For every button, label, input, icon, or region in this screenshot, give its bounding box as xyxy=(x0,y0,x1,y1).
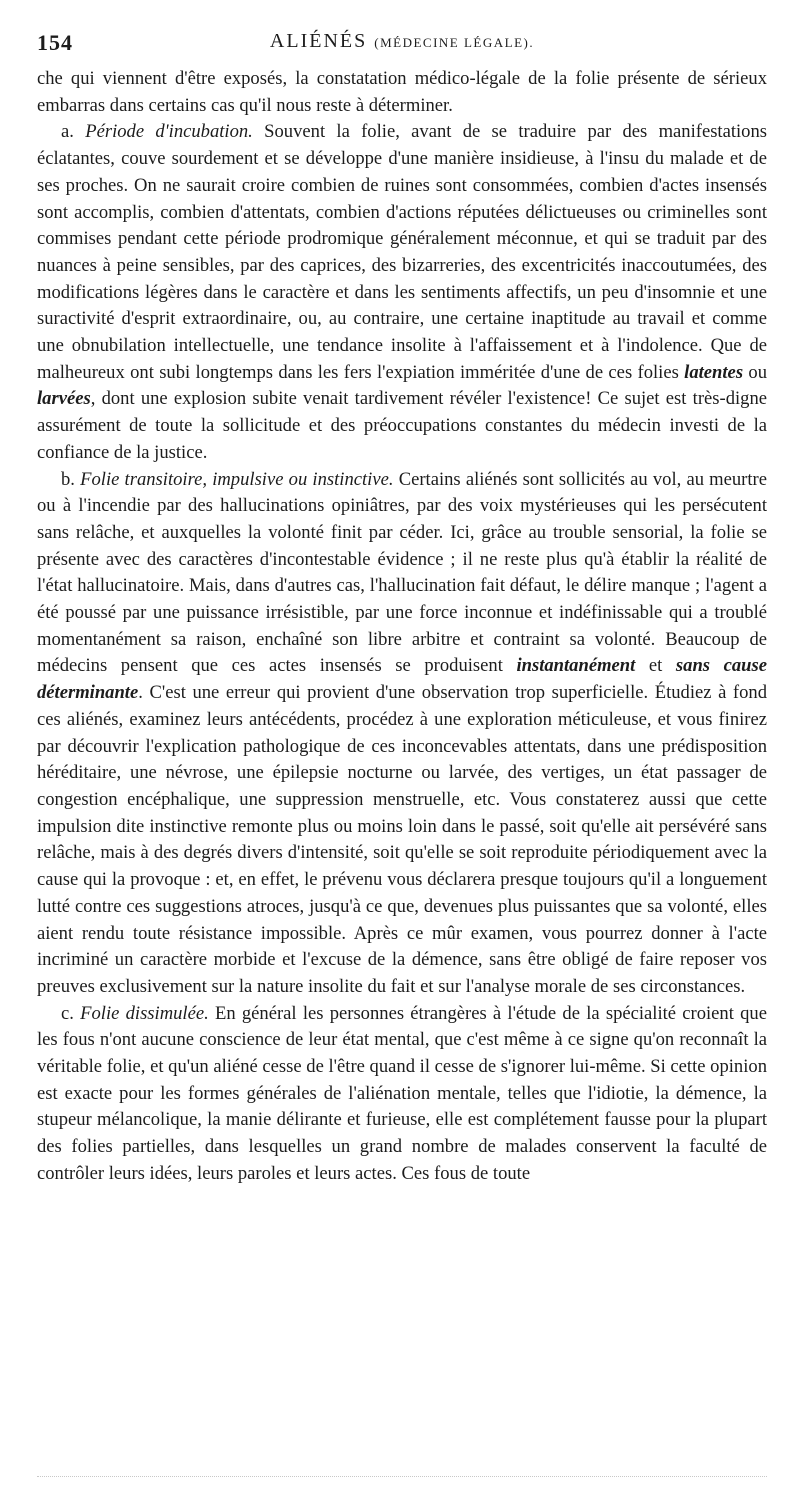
paragraph-text: Certains aliénés sont sollicités au vol, au meurtre ou à l'incendie par des hallucinations opiniâtres, par des voix mystérieuses qui les persécutent sans relâche, et auxquelles la volonté finit par céder. Ici, grâce au trouble sensorial, la folie se présente avec des caractères d'incontestable évidence ; il ne reste plus qu'à établir la réalité de l'état hallucinatoire. Mais, dans d'autres cas, l'hallucination fait défaut, le délire manque ; l'agent a été poussé par une puissance irrésistible, par une force inconnue et indéfinissable qui a troublé momentanément sa raison, enchaîné son libre arbitre et contraint sa volonté. Beaucoup de médecins pensent que ces actes insensés se produisent xyxy=(37,468,767,677)
running-head-subtitle: (MÉDECINE LÉGALE). xyxy=(374,35,535,50)
paragraph-text: , dont une explosion subite venait tardivement révéler l'existence! Ce sujet est très-digne assurément de toute la sollicitude et des préoccupations constantes du médecin investi de la confiance de la justice. xyxy=(37,388,767,463)
paragraph-continuation: che qui viennent d'être exposés, la constatation médico-légale de la folie présente de sérieux embarras dans certains cas qu'il nous reste à déterminer. xyxy=(37,68,767,116)
paragraph-text: En général les personnes étrangères à l'étude de la spécialité croient que les fous n'ont aucune conscience de leur état mental, que c'est même à ce signe qu'on reconnaît la véritable folie, et qu'un aliéné cesse de l'être quand il cesse de s'ignorer lui-même. Si cette opinion est exacte pour les formes générales de l'aliénation mentale, telles que l'idiotie, la démence, la stupeur mélancolique, la manie délirante et furieuse, elle est complétement fausse pour la plupart des folies partielles, dans lesquelles un grand nombre de malades conservent la faculté de contrôler leurs idées, leurs paroles et leurs actes. Ces fous de toute xyxy=(37,1002,767,1184)
paragraph-text: et xyxy=(635,655,676,677)
emphasis-term: latentes xyxy=(684,361,744,383)
paragraph-incubation xyxy=(37,119,767,466)
emphasis-term: larvées xyxy=(37,388,91,410)
paragraph-dissimulee xyxy=(37,1001,767,1188)
section-heading: Période d'incubation. xyxy=(85,121,253,143)
paragraph-text: . C'est une erreur qui provient d'une observation trop superficielle. Étudiez à fond ces aliénés, examinez leurs antécédents, procédez à une exploration méticuleuse, et vous finirez par découvrir l'explication pathologique de ces inconcevables attentats, dans une prédisposition héréditaire, une névrose, une épilepsie nocturne ou larvée, des vertiges, un état passager de congestion encéphalique, une suppression menstruelle, etc. Vous constaterez aussi que cette impulsion dite instinctive remonte plus ou moins loin dans le passé, soit qu'elle ait persévéré sans relâche, mais à des degrés divers d'intensité, soit qu'elle se soit reproduite périodiquement avec la cause qui la provoque : et, en effet, le prévenu vous déclarera presque toujours qu'il a longuement lutté contre ces suggestions atroces, jusqu'à ce que, devenues plus puissantes que sa volonté, elles aient rendu toute résistance impossible. Après ce mûr examen, vous pourrez donner à l'acte incriminé un caractère morbide et l'excuse de la démence, sans être obligé de faire reposer vos preuves exclusivement sur la nature insolite du fait et sur l'analyse morale de ses circonstances. xyxy=(37,682,767,997)
paragraph-text: Souvent la folie, avant de se traduire par des manifestations éclatantes, couve sourdement et se développe d'une manière insidieuse, à l'insu du malade et de ses proches. On ne saurait croire combien de ruines sont consommées, combien d'actes insensés sont accomplis, combien d'attentats, combien d'actions réputées délictueuses ou criminelles sont commises pendant cette période prodromique généralement méconnue, et qui se traduit par des nuances à peine sensibles, par des caprices, des bizarreries, des excentricités inaccoutumées, des modifications légères dans le caractère et dans les sentiments affectifs, un peu d'insomnie et une suractivité d'esprit extraordinaire, ou, au contraire, une certaine inaptitude au travail et comme une obnubilation intellectuelle, une tendance insolite à l'affaissement et à l'indolence. Que de malheureux ont subi longtemps dans les fers l'expiation imméritée d'une de ces folies xyxy=(37,121,768,383)
paragraph-text: ou xyxy=(743,361,767,383)
running-head xyxy=(37,30,767,53)
section-marker: b. xyxy=(61,468,75,490)
emphasis-term: instantanément xyxy=(516,655,636,677)
section-marker: a. xyxy=(61,121,74,143)
section-heading: Folie dissimulée. xyxy=(80,1002,209,1024)
page-header xyxy=(37,30,767,60)
section-marker: c. xyxy=(61,1002,74,1024)
footer-divider xyxy=(37,1476,767,1477)
section-heading: Folie transitoire, impulsive ou instinctive. xyxy=(80,468,394,490)
emphasis-term: sans cause déterminante xyxy=(37,655,767,704)
running-head-title: ALIÉNÉS xyxy=(269,30,368,52)
body-text xyxy=(37,66,767,1188)
page-number: 154 xyxy=(37,30,73,55)
paragraph-transitoire xyxy=(37,467,767,1001)
